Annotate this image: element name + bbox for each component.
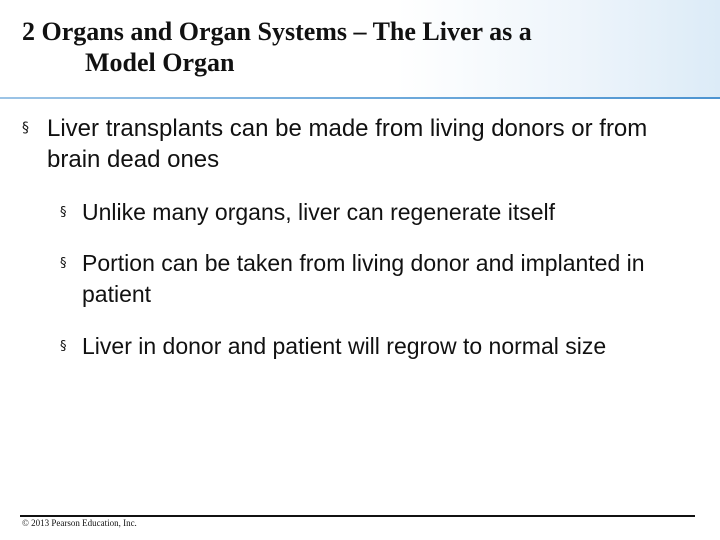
sub-bullet-item-3: [60, 331, 710, 362]
bullet-item-1: [22, 113, 702, 175]
sub-bullet-item-1: [60, 197, 700, 228]
sub-bullet-item-2: [60, 248, 660, 310]
bullet-marker-icon: §: [60, 339, 67, 354]
bullet-text: Unlike many organs, liver can regenerate itself: [82, 199, 556, 225]
copyright-notice: © 2013 Pearson Education, Inc.: [22, 518, 137, 528]
bullet-marker-icon: §: [60, 205, 67, 220]
bullet-marker-icon: §: [22, 120, 29, 136]
bullet-marker-icon: §: [60, 256, 67, 271]
slide-title-line-1: 2 Organs and Organ Systems – The Liver as a: [22, 17, 532, 46]
bullet-text: Liver transplants can be made from living donors or from brain dead ones: [47, 115, 648, 173]
slide-title-line-2: Model Organ: [85, 48, 235, 77]
bullet-text: Liver in donor and patient will regrow to normal size: [82, 333, 607, 359]
footer-divider: [20, 515, 695, 517]
bullet-text: Portion can be taken from living donor and implanted in patient: [82, 250, 645, 307]
